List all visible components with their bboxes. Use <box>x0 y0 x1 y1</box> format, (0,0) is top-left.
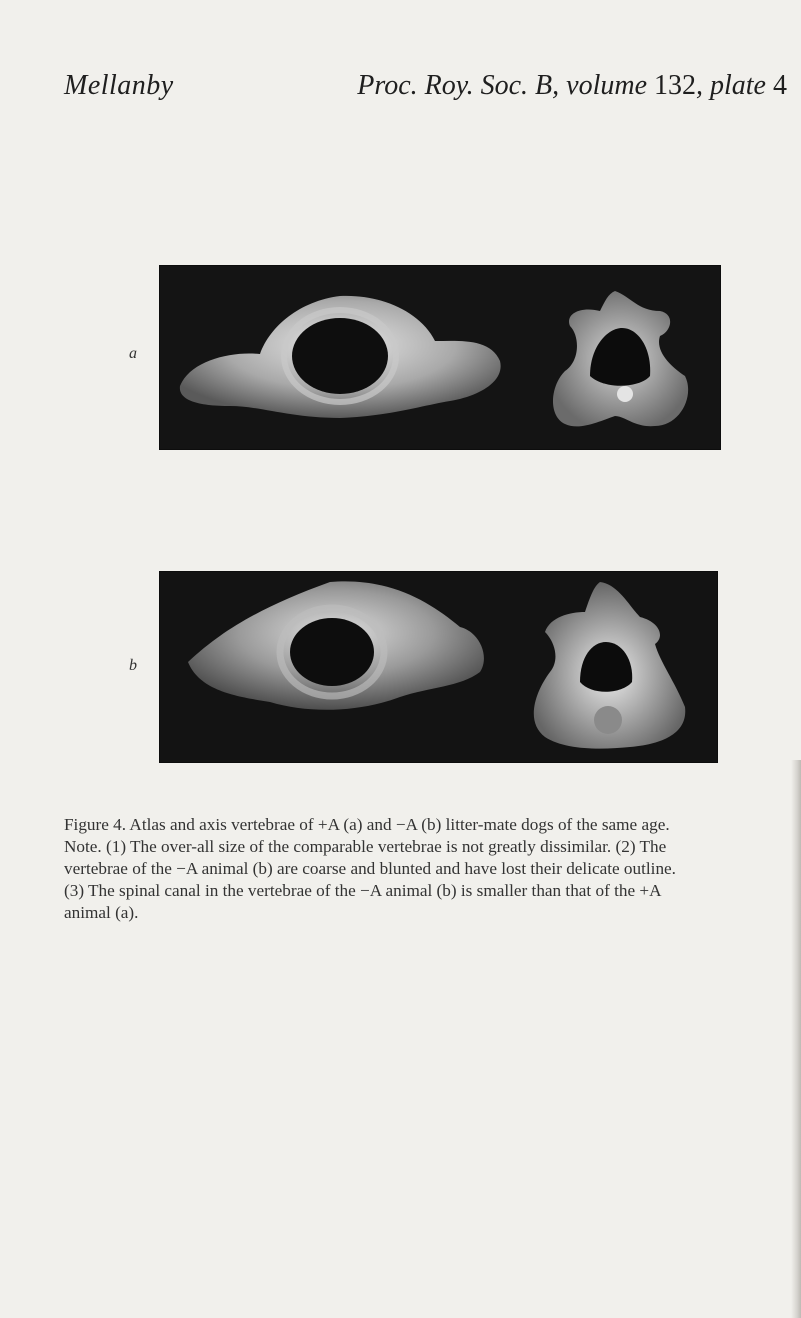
plate-number: 4 <box>773 70 787 101</box>
figure-caption <box>64 814 790 924</box>
plate-word: plate <box>710 70 766 101</box>
panel-label-b: b <box>129 657 137 674</box>
caption-line: vertebrae of the −A animal (b) are coarse and blunted and have lost their delicate outline. <box>64 859 676 878</box>
photo-panel-a <box>159 265 721 450</box>
caption-line: (3) The spinal canal in the vertebrae of the −A animal (b) is smaller than that of the +A <box>64 881 662 900</box>
running-header <box>64 70 787 106</box>
photo-panel-b <box>159 571 718 763</box>
vertebrae-photo-b <box>160 572 717 762</box>
volume-number: 132 <box>654 70 696 101</box>
caption-line: Note. (1) The over-all size of the comparable vertebrae is not greatly dissimilar. (2) The <box>64 837 667 856</box>
page-edge-shadow <box>791 760 801 1318</box>
caption-line: animal (a). <box>64 903 139 922</box>
panel-label-a: a <box>129 345 137 362</box>
caption-line: Figure 4. Atlas and axis vertebrae of +A (a) and −A (b) litter-mate dogs of the same age. <box>64 815 670 834</box>
author-name: Mellanby <box>64 70 174 101</box>
journal-prefix: Proc. Roy. Soc. B, volume <box>357 70 647 101</box>
journal-citation: Proc. Roy. Soc. B, volume 132, plate 4 <box>357 70 787 101</box>
vertebrae-photo-a <box>160 266 720 449</box>
